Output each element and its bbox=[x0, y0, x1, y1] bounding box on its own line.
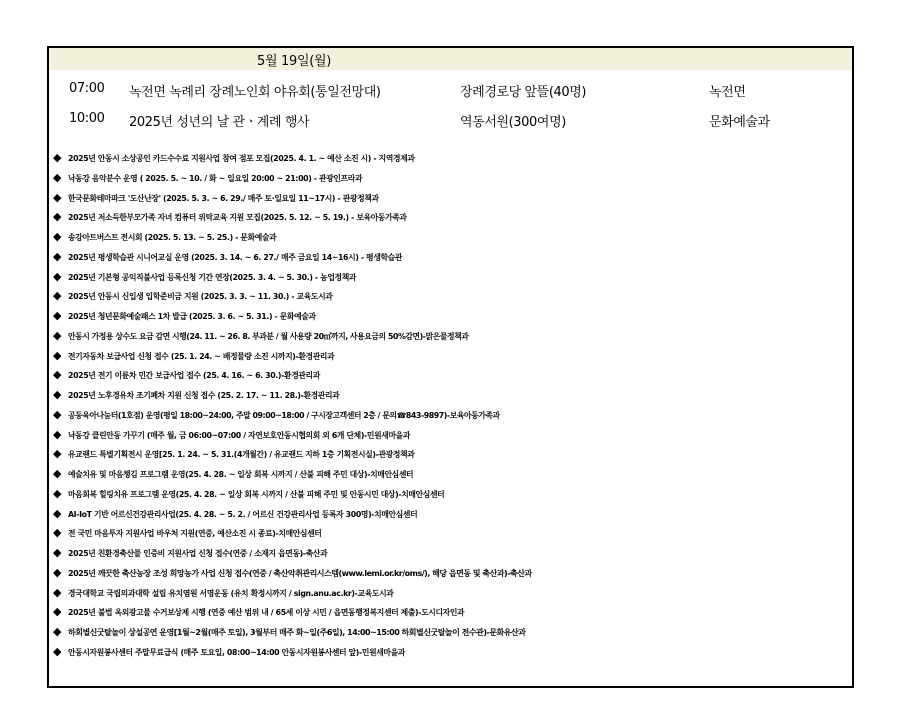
notice-item bbox=[53, 365, 853, 385]
notice-text: 유교랜드 특별기획전시 운영[25. 1. 24. ~ 5. 31.(4개월간) / 유교랜드 지하 1층 기획전시실)-관광정책과 bbox=[68, 450, 415, 460]
notice-item bbox=[53, 188, 853, 208]
notice-item bbox=[53, 602, 853, 622]
notice-item bbox=[53, 642, 853, 662]
notice-text: 송강아트버스트 전시회 (2025. 5. 13. ~ 5. 25.) - 문화예술과 bbox=[68, 233, 277, 242]
notice-item bbox=[53, 425, 853, 445]
schedule-place: 장례경로당 앞뜰(40명) bbox=[460, 85, 587, 100]
diamond-bullet-icon: ◆ bbox=[53, 605, 62, 619]
notice-item bbox=[53, 444, 853, 464]
schedule-dept: 문화예술과 bbox=[709, 115, 770, 130]
notice-text: 마음회복 힐링치유 프로그램 운영(25. 4. 28. ~ 일상 회복 시까지 / 산불 피해 주민 및 안동시민 대상)-치매안심센터 bbox=[68, 489, 445, 499]
notice-item bbox=[53, 523, 853, 543]
diamond-bullet-icon: ◆ bbox=[53, 506, 62, 520]
schedule-time: 10:00 bbox=[69, 111, 105, 126]
notice-text: 공동육아나눔터(1호점) 운영(평일 18:00~24:00, 주말 09:00~18:00 / 구시장고객센터 2층 / 문의☎843-9897)-보육아동가족과 bbox=[68, 410, 500, 420]
notice-text: 하회별신굿탈놀이 상설공연 운영[1월~2월(매주 토일), 3월부터 매주 화~일(주6일), 14:00~15:00 하회별신굿탈놀이 전수관)-문화유산과 bbox=[68, 628, 526, 637]
notice-text: 낙동강 음악분수 운영 ( 2025. 5. ~ 10. / 화 ~ 일요일 20:00 ~ 21:00) - 관광인프라과 bbox=[68, 173, 363, 183]
notice-item bbox=[53, 286, 853, 306]
diamond-bullet-icon: ◆ bbox=[53, 427, 62, 441]
diamond-bullet-icon: ◆ bbox=[53, 447, 62, 461]
notice-item bbox=[53, 583, 853, 603]
notice-item bbox=[53, 148, 853, 168]
notice-item bbox=[53, 306, 853, 326]
notice-text: 안동시 가정용 상수도 요금 감면 시행(24. 11. ~ 26. 8. 부과분 / 월 사용량 20㎥까지, 사용요금의 50%감면)-맑은물정책과 bbox=[68, 331, 469, 341]
schedule-row bbox=[49, 105, 852, 133]
notice-text: 2025년 안동시 소상공인 카드수수료 지원사업 참여 점포 모집(2025. 4. 1. ~ 예산 소진 시) - 지역경제과 bbox=[68, 154, 415, 163]
notice-text: 전 국민 마음투자 지원사업 바우처 지원(연중, 예산소진 시 종료)-치매안심센터 bbox=[68, 529, 322, 539]
date-header: 5월 19일(월) bbox=[257, 54, 332, 69]
notice-text: 전기자동차 보급사업 신청 접수 (25. 1. 24. ~ 배정물량 소진 시까지)-환경관리과 bbox=[68, 351, 335, 361]
notice-item bbox=[53, 346, 853, 366]
notice-text: 예술치유 및 마음챙김 프로그램 운영(25. 4. 28. ~ 일상 회복 시까지 / 산불 피해 주민 대상)-치매안심센터 bbox=[68, 470, 414, 479]
notice-text: 2025년 불법 옥외광고물 수거보상제 시행 (연중 예산 범위 내 / 65세 이상 시민 / 읍면동행정복지센터 제출)-도시디자인과 bbox=[68, 608, 465, 618]
notice-text: 2025년 평생학습관 시니어교실 운영 (2025. 3. 14. ~ 6. 27./ 매주 금요일 14~16시) - 평생학습관 bbox=[68, 252, 403, 262]
diamond-bullet-icon: ◆ bbox=[53, 585, 62, 599]
schedule-row bbox=[49, 75, 852, 103]
bulletin-frame bbox=[47, 46, 854, 688]
schedule-dept: 녹전면 bbox=[709, 85, 746, 100]
diamond-bullet-icon: ◆ bbox=[53, 309, 62, 322]
diamond-bullet-icon: ◆ bbox=[53, 625, 61, 638]
notice-text: 2025년 저소득한부모가족 자녀 컴퓨터 위탁교육 지원 모집(2025. 5. 12. ~ 5. 19.) - 보육아동가족과 bbox=[68, 213, 407, 223]
diamond-bullet-icon: ◆ bbox=[53, 644, 62, 658]
diamond-bullet-icon: ◆ bbox=[53, 368, 62, 382]
diamond-bullet-icon: ◆ bbox=[53, 407, 62, 421]
diamond-bullet-icon: ◆ bbox=[53, 467, 62, 480]
notice-item bbox=[53, 464, 853, 484]
diamond-bullet-icon: ◆ bbox=[53, 486, 62, 500]
notice-item bbox=[53, 484, 853, 504]
notice-text: 2025년 전기 이륜차 민간 보급사업 접수 (25. 4. 16. ~ 6. 30.)-환경관리과 bbox=[68, 371, 320, 381]
diamond-bullet-icon: ◆ bbox=[53, 230, 62, 243]
notice-item bbox=[53, 247, 853, 267]
notice-item bbox=[53, 207, 853, 227]
diamond-bullet-icon: ◆ bbox=[53, 210, 62, 224]
diamond-bullet-icon: ◆ bbox=[53, 190, 62, 204]
notice-item bbox=[53, 543, 853, 563]
schedule-title: 녹전면 녹례리 장례노인회 야유회(통일전망대) bbox=[129, 85, 381, 100]
notice-text: 한국문화테마파크 '도산난장' (2025. 5. 3. ~ 6. 29./ 매주 토·일요일 11~17시) - 관광정책과 bbox=[68, 193, 379, 203]
schedule-title: 2025년 성년의 날 관ㆍ계례 행사 bbox=[129, 115, 310, 130]
notice-list bbox=[53, 148, 853, 662]
diamond-bullet-icon: ◆ bbox=[53, 546, 62, 559]
notice-item bbox=[53, 168, 853, 188]
diamond-bullet-icon: ◆ bbox=[53, 348, 62, 362]
diamond-bullet-icon: ◆ bbox=[53, 388, 62, 401]
notice-text: AI-IoT 기반 어르신건강관리사업(25. 4. 28. ~ 5. 2. / 어르신 건강관리사업 등록자 300명)-치매안심센터 bbox=[68, 509, 418, 519]
notice-text: 낙동강 클린안동 가꾸기 (매주 월, 금 06:00~07:00 / 자연보호안동시협의회 외 6개 단체)-민원새마을과 bbox=[68, 430, 411, 440]
notice-text: 2025년 안동시 신입생 입학준비금 지원 (2025. 3. 3. ~ 11. 30.) - 교육도시과 bbox=[68, 292, 333, 302]
diamond-bullet-icon: ◆ bbox=[53, 565, 61, 579]
notice-item bbox=[53, 405, 853, 425]
notice-text: 2025년 기본형 공익직불사업 등록신청 기간 연장(2025. 3. 4. ~ 5. 30.) - 농업정책과 bbox=[68, 272, 357, 282]
notice-item bbox=[53, 227, 853, 247]
schedule-place: 역동서원(300여명) bbox=[460, 115, 566, 130]
date-header-bar bbox=[49, 48, 852, 70]
diamond-bullet-icon: ◆ bbox=[53, 170, 62, 184]
diamond-bullet-icon: ◆ bbox=[53, 328, 62, 342]
diamond-bullet-icon: ◆ bbox=[53, 249, 62, 263]
notice-text: 안동시자원봉사센터 주말무료급식 (매주 토요일, 08:00~14:00 안동시자원봉사센터 앞)-민원새마을과 bbox=[68, 647, 405, 657]
diamond-bullet-icon: ◆ bbox=[53, 526, 62, 540]
schedule-time: 07:00 bbox=[69, 81, 105, 96]
notice-item bbox=[53, 326, 853, 346]
notice-item bbox=[53, 504, 853, 524]
notice-text: 경국대학교 국립의과대학 설립 유치염원 서명운동 (유치 확정시까지 / sign.anu.ac.kr)-교육도시과 bbox=[68, 588, 394, 598]
notice-item bbox=[53, 622, 853, 642]
notice-item bbox=[53, 385, 853, 405]
diamond-bullet-icon: ◆ bbox=[53, 289, 62, 303]
notice-text: 2025년 청년문화예술패스 1차 발급 (2025. 3. 6. ~ 5. 31.) - 문화예술과 bbox=[68, 312, 316, 321]
notice-text: 2025년 노후경유차 조기폐차 지원 신청 접수 (25. 2. 17. ~ 11. 28.)-환경관리과 bbox=[68, 391, 340, 400]
notice-item bbox=[53, 563, 853, 583]
diamond-bullet-icon: ◆ bbox=[53, 151, 62, 164]
notice-text: 2025년 깨끗한 축산농장 조성 희망농가 사업 신청 접수(연중 / 축산악취관리시스템(www.lemi.or.kr/oms/), 해당 읍면동 및 축산과)-축산과 bbox=[68, 568, 532, 578]
diamond-bullet-icon: ◆ bbox=[53, 269, 62, 283]
notice-item bbox=[53, 267, 853, 287]
notice-text: 2025년 친환경축산물 인증비 지원사업 신청 접수(연중 / 소재지 읍면동)-축산과 bbox=[68, 549, 328, 558]
